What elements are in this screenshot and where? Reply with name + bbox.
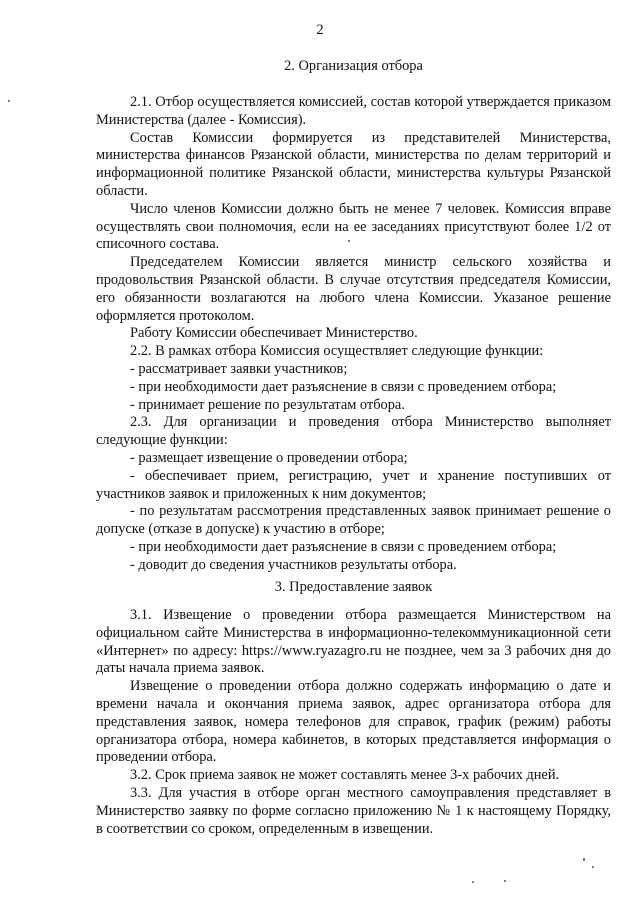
scan-speck bbox=[583, 858, 585, 861]
paragraph: 3.1. Извещение о проведении отбора размещается Министерством на официальном сайте Министерства в информационно-телекоммуникационной сети «Интернет» по адресу: https://www.ryazagro.ru не позднее, чем за 3 рабочих дня до даты начала приема заявок. bbox=[96, 607, 611, 677]
scan-speck bbox=[472, 881, 474, 883]
scan-speck bbox=[504, 880, 506, 882]
section-3-heading: 3. Предоставление заявок bbox=[274, 579, 433, 595]
list-item: - рассматривает заявки участников; bbox=[130, 360, 348, 377]
paragraph: 3.2. Срок приема заявок не может составлять менее 3-х рабочих дней. bbox=[130, 767, 560, 784]
scan-speck bbox=[8, 100, 10, 102]
page-number: 2 bbox=[316, 22, 324, 38]
section-2-heading: 2. Организация отбора bbox=[284, 58, 423, 74]
paragraph: Работу Комиссии обеспечивает Министерство. bbox=[130, 325, 418, 342]
section-3-body bbox=[96, 607, 611, 838]
paragraph: Состав Комиссии формируется из представителей Министерства, министерства финансов Рязанской области, министерства по делам территорий и информационной политике Рязанской области, министерства культуры Рязанской области. bbox=[96, 129, 611, 199]
scan-speck bbox=[348, 240, 350, 242]
paragraph: 2.1. Отбор осуществляется комиссией, состав которой утверждается приказом Министерства (далее - Комиссия). bbox=[96, 94, 611, 128]
list-item: - принимает решение по результатам отбора. bbox=[130, 396, 405, 413]
paragraph: 2.2. В рамках отбора Комиссия осуществляет следующие функции: bbox=[130, 343, 544, 360]
list-item: - доводит до сведения участников результаты отбора. bbox=[130, 556, 457, 573]
paragraph: Извещение о проведении отбора должно содержать информацию о дате и времени начала и окончания приема заявок, адрес организатора отбора для представления заявок, номера телефонов для справок, график (режим) работы организатора отбора, номера кабинетов, в которых представляется информация о проведении отбора. bbox=[96, 678, 611, 766]
paragraph: Число членов Комиссии должно быть не менее 7 человек. Комиссия вправе осуществлять свои полномочия, если на ее заседаниях присутствуют более 1/2 от списочного состава. bbox=[96, 200, 611, 253]
list-item: - размещает извещение о проведении отбора; bbox=[130, 449, 408, 466]
list-item: - обеспечивает прием, регистрацию, учет и хранение поступивших от участников заявок и приложенных к ним документов; bbox=[96, 467, 611, 502]
list-item: - при необходимости дает разъяснение в связи с проведением отбора; bbox=[130, 378, 557, 395]
scan-speck bbox=[592, 866, 594, 868]
paragraph: 2.3. Для организации и проведения отбора Министерство выполняет следующие функции: bbox=[96, 414, 611, 449]
section-2-body bbox=[96, 94, 611, 575]
paragraph: 3.3. Для участия в отборе орган местного самоуправления представляет в Министерство заявку по форме согласно приложению № 1 к настоящему Порядку, в соответствии со сроком, определенным в извещении. bbox=[96, 784, 611, 837]
paragraph: Председателем Комиссии является министр сельского хозяйства и продовольствия Рязанской области. В случае отсутствия председателя Комиссии, его обязанности возлагаются на любого члена Комиссии. Указаное решение оформляется протоколом. bbox=[96, 254, 611, 324]
list-item: - при необходимости дает разъяснение в связи с проведением отбора; bbox=[130, 538, 557, 555]
list-item: - по результатам рассмотрения представленных заявок принимает решение о допуске (отказе в допуске) к участию в отборе; bbox=[96, 503, 611, 538]
